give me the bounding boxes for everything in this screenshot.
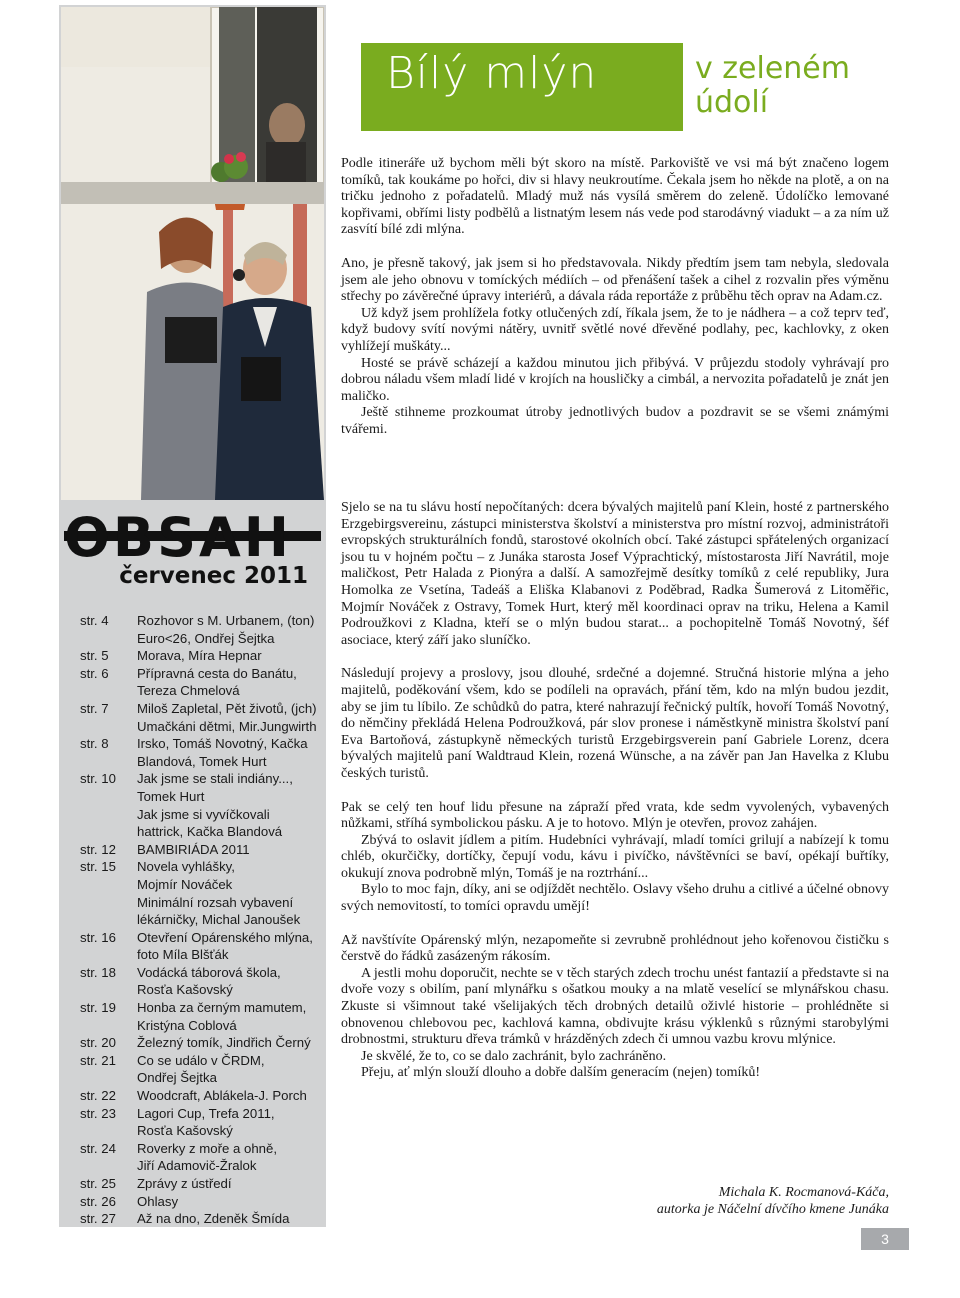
toc-entry	[80, 841, 320, 859]
toc-entry-title	[137, 647, 320, 665]
contents-title: OBSAH	[64, 506, 292, 569]
toc-entry-title	[137, 1034, 320, 1052]
toc-entry-title	[137, 1175, 320, 1193]
toc-entry	[80, 612, 320, 647]
toc-page-number: str. 16	[80, 929, 116, 945]
article-paragraph: Až navštívíte Opárenský mlýn, nezapomeňte si zevrubně prohlédnout jeho kořenovou čističku s čerstvě do řádků zasázeným rákosím.	[341, 932, 889, 965]
toc-entry-line: Novela vyhlášky,	[137, 859, 235, 875]
toc-page-number: str. 10	[80, 771, 116, 787]
article-paragraph: Podle itineráře už bychom měli být skoro na místě. Parkoviště ve vsi má být značeno logem tomíků, tak koukáme po hořci, div si hlavy neukroutíme. Čekala jsem ho někde na plotě, a on na tričku jednoho z pořadatelů. Mladý muž nás vysílá směrem do zeleně. Údolíčko lemované kopřivami, obřími listy podbělů a listnatým lesem nás vede pod starodávný viadukt – a za ním už zasvítí bílé zdi mlýna.	[341, 156, 889, 238]
toc-entry-line: Minimální rozsah vybavení	[137, 894, 294, 910]
article-paragraph: Přeju, ať mlýn slouží dlouho a dobře dalším generacím (nejen) tomíků!	[361, 1065, 761, 1081]
toc-page-number: str. 22	[80, 1088, 116, 1104]
toc-entry	[80, 1193, 320, 1211]
toc-entry-title	[137, 1052, 320, 1087]
toc-entry-line: Woodcraft, Ablákela-J. Porch	[137, 1088, 307, 1104]
toc-entry-line: Jak jsme se stali indiány...,	[137, 771, 293, 787]
article-paragraph: Zbývá to oslavit jídlem a pitím. Hudebníci vyhrávají, mladí tomíci grilují a nabízejí k tomu chléb, okurčičky, dortíčky, čepují vodu, kávu i pivíčko, návštěvníci se baví, opékají buřtíky, okukují znova podrobně mlýn, Tomáš je na roztrhání...	[341, 832, 889, 881]
event-photo-illustration	[61, 7, 324, 500]
toc-entry-line: Rozhovor s M. Urbanem, (ton)	[137, 613, 315, 628]
toc-page-number: str. 27	[80, 1211, 116, 1227]
article-paragraph: Bylo to moc fajn, díky, ani se odjíždět nechtělo. Oslavy všeho druhu a citlivé a účelné obnovy svých nemovitostí, to tomíci opravdu umějí!	[341, 882, 889, 915]
toc-page-number: str. 24	[80, 1140, 116, 1156]
toc-page-number: str. 19	[80, 1000, 116, 1016]
toc-entry-line: Umačkáni dětmi, Mir.Jungwirth	[137, 718, 317, 734]
article-paragraph: Hosté se právě scházejí a každou minutou jich přibývá. V průjezdu stodoly vyhrávají pro dobrou náladu všem mladí lidé v krojích na housličky a cimbál, a nervozita pořadatelů je znát jen maličko.	[341, 355, 889, 404]
article-paragraph: Sjelo se na tu slávu hostí nepočítaných: dcera bývalých majitelů paní Klein, hosté z partnerského Erzgebirgsvereinu, zástupci ministerstva školství a ministerstva pro místní rozvoj, administrátoři evropských strukturálních fondů, starostové okolních obcí. Také zástupci spřátelených organizací jsou tu v hojném počtu – z Junáka starosta Josef Výprachtický, místostarosta Jiří Navrátil, moje maličkost, Petr Halada z Pionýra a další. A samozřejmě desítky tomíků z celé republiky, Jura Homolka ze Vsetína, Tadeáš a Eliška Klabanovi z Poděbrad, Radka Šumerová z Litoměřic, Mojmír Nováček z Ostravy, Tomek Hurt, který měl koordinaci oprav na triku, Helena a Kamil Podroužkovi z Kladna, kteří se o mlýn budou starat... a pochopitelně Tomáš Novotný, šéf asociace, který září jako sluníčko.	[341, 500, 889, 648]
article-paragraph: A jestli mohu doporučit, nechte se v těch starých zdech trochu unést fantazií a představte si na dvoře vozy s obilím, paní mlynářku s ošatkou mouky a na mlatě veselící se mlynářskou chasu. Zkuste si všimnout také všelijakých těch drobných detailů oživlé historie – prohlédněte si obnovenou chlebovou pec, kachlová kamna, obdivujte krásu výklenků s různými starobylými drobnostmi, strukturu dřeva trámků v hrázděných zdech či umnou vazbu krovu mlýnice.	[341, 965, 889, 1048]
toc-entry	[80, 964, 320, 999]
toc-entry-line: foto Míla Blšťák	[137, 947, 229, 963]
table-of-contents	[80, 612, 320, 1228]
article-title: Bílý mlýn	[386, 48, 598, 99]
toc-entry	[80, 1052, 320, 1087]
toc-page-number: str. 25	[80, 1176, 116, 1191]
toc-entry	[80, 929, 320, 964]
toc-page-number: str. 5	[80, 648, 109, 664]
toc-page-number: str. 26	[80, 1193, 116, 1209]
toc-entry-title	[137, 665, 320, 700]
toc-entry-line: Tomek Hurt	[137, 788, 205, 804]
article-paragraph: Ještě stihneme prozkoumat útroby jednotlivých budov a pozdravit se se všemi známými tvářemi.	[341, 405, 889, 437]
toc-entry-line: lékárničky, Michal Janoušek	[137, 912, 301, 928]
toc-page-number: str. 20	[80, 1035, 116, 1051]
toc-page-number: str. 21	[80, 1052, 116, 1068]
contents-date: červenec 2011	[119, 563, 308, 589]
toc-entry-line: Euro<26, Ondřej Šejtka	[137, 630, 275, 646]
toc-entry-line: BAMBIRIÁDA 2011	[137, 841, 250, 857]
toc-page-number: str. 4	[80, 613, 109, 628]
event-photo	[61, 7, 324, 500]
toc-entry-title	[137, 1105, 320, 1140]
toc-entry-line: Kristýna Coblová	[137, 1017, 237, 1033]
toc-entry-title	[137, 1140, 320, 1175]
article-paragraph: Je skvělé, že to, co se dalo zachránit, bylo zachráněno.	[361, 1048, 667, 1064]
toc-entry-title	[137, 964, 320, 999]
toc-page-number: str. 8	[80, 736, 109, 752]
toc-entry-line: Rosťa Kašovský	[137, 982, 233, 998]
toc-entry-title	[137, 612, 320, 647]
toc-entry-line: Ondřej Šejtka	[137, 1070, 217, 1086]
toc-page-number: str. 23	[80, 1105, 116, 1121]
page-number: 3	[861, 1228, 909, 1250]
toc-entry-line: Mojmír Nováček	[137, 876, 233, 892]
toc-entry-line: Blandová, Tomek Hurt	[137, 753, 267, 769]
toc-entry	[80, 647, 320, 665]
toc-entry	[80, 1087, 320, 1105]
toc-entry-line: Rosťa Kašovský	[137, 1123, 233, 1139]
toc-entry-line: Otevření Opárenského mlýna,	[137, 929, 313, 945]
article-column-top	[341, 156, 889, 439]
toc-entry-title	[137, 770, 320, 840]
toc-entry-title	[137, 1210, 320, 1228]
article-signature	[560, 1184, 889, 1218]
article-subtitle-line1: v zeleném	[695, 51, 850, 86]
toc-entry-line: Až na dno, Zdeněk Šmída	[137, 1211, 290, 1227]
toc-entry-line: Honba za černým mamutem,	[137, 1000, 307, 1016]
article-paragraph: Ano, je přesně takový, jak jsem si ho představovala. Nikdy předtím jsem tam nebyla, sledovala jsem ale jeho obnovu v tomíckých médiích – od přenášení tašek a cihel z rozvalin přes výměnu střechy po závěrečné úpravy interiérů, a dávala ráda reportáže z průběhu těch oprav na Adam.cz.	[341, 255, 889, 305]
article-paragraph: Pak se celý ten houf lidu přesune na zápraží před vrata, kde sedm vyvolených, vybavených nůžkami, stříhá symbolickou pásku. A je to hotovo. Mlýn je otevřen, provoz zahájen.	[341, 799, 889, 832]
toc-entry-title	[137, 858, 320, 928]
toc-entry-title	[137, 700, 320, 735]
toc-entry	[80, 735, 320, 770]
toc-entry-line: Přípravná cesta do Banátu,	[137, 665, 297, 681]
article-subtitle-line2: údolí	[695, 85, 769, 120]
toc-page-number: str. 18	[80, 964, 116, 980]
toc-entry-title	[137, 841, 320, 859]
toc-entry-line: Miloš Zapletal, Pět životů, (jch)	[137, 700, 317, 716]
toc-entry-line: Zprávy z ústředí	[137, 1176, 232, 1191]
toc-entry-line: Jak jsme si vyvíčkovali	[137, 806, 270, 822]
toc-entry-line: Ohlasy	[137, 1193, 179, 1209]
article-column-bottom	[341, 500, 889, 1082]
author-role: autorka je Náčelní dívčího kmene Junáka	[656, 1202, 889, 1217]
article-paragraph: Už když jsem prohlížela fotky otlučených zdí, říkala jsem, že to je nádhera – a což teprv teď, když budovy svítí novými nátěry, uvnitř světlé nové dřevěné podlahy, pec, kachlovky, z oken vyhlížejí muškáty...	[341, 305, 889, 354]
article-subtitle	[695, 52, 880, 120]
article-paragraph: Následují projevy a proslovy, jsou dlouhé, srdečné a dojemné. Stručná historie mlýna a jeho majitelů, poděkování všem, kdo se podíleli na opravách, přání těm, kdo na mlýn budou jezdit, aby se jim tu líbilo. Ze schůdků do patra, které nahrazují řečnický pultík, hovoří Tomáš Novotný, do němčiny překládá Helena Podroužková, pár slov pronese i náměstkyně ministra školství paní Eva Bartoňová, zástupkyně německých turistů Erzgebirgsverein paní Gabriele Lorenz, dcera bývalých majitelů paní Waldtraud Klein, rozená Wünsche, a na závěr pan Jan Havelka z Klubu českých turistů.	[341, 666, 889, 781]
toc-entry	[80, 1175, 320, 1193]
toc-entry	[80, 665, 320, 700]
toc-entry-title	[137, 929, 320, 964]
toc-entry-line: Roverky z moře a ohně,	[137, 1140, 277, 1156]
toc-entry	[80, 1105, 320, 1140]
toc-entry-line: hattrick, Kačka Blandová	[137, 824, 283, 840]
toc-entry-line: Irsko, Tomáš Novotný, Kačka	[137, 736, 308, 752]
toc-entry	[80, 1140, 320, 1175]
author-name: Michala K. Rocmanová-Káča,	[718, 1185, 889, 1200]
toc-entry-title	[137, 735, 320, 770]
toc-entry-line: Železný tomík, Jindřich Černý	[137, 1035, 311, 1051]
toc-page-number: str. 12	[80, 841, 116, 857]
toc-entry-title	[137, 1193, 320, 1211]
toc-entry-line: Lagori Cup, Trefa 2011,	[137, 1105, 275, 1121]
toc-page-number: str. 6	[80, 665, 109, 681]
toc-entry	[80, 770, 320, 840]
toc-entry-title	[137, 1087, 320, 1105]
toc-entry-title	[137, 999, 320, 1034]
toc-entry-line: Co se událo v ČRDM,	[137, 1052, 265, 1068]
toc-entry	[80, 1034, 320, 1052]
toc-entry-line: Vodácká táborová škola,	[137, 964, 281, 980]
toc-entry	[80, 1210, 320, 1228]
toc-entry-line: Jiří Adamovič-Žralok	[137, 1158, 257, 1174]
toc-entry	[80, 700, 320, 735]
toc-page-number: str. 7	[80, 700, 109, 716]
toc-entry-line: Morava, Míra Hepnar	[137, 648, 262, 664]
toc-page-number: str. 15	[80, 859, 116, 875]
toc-entry	[80, 999, 320, 1034]
toc-entry-line: Tereza Chmelová	[137, 683, 240, 699]
toc-entry	[80, 858, 320, 928]
